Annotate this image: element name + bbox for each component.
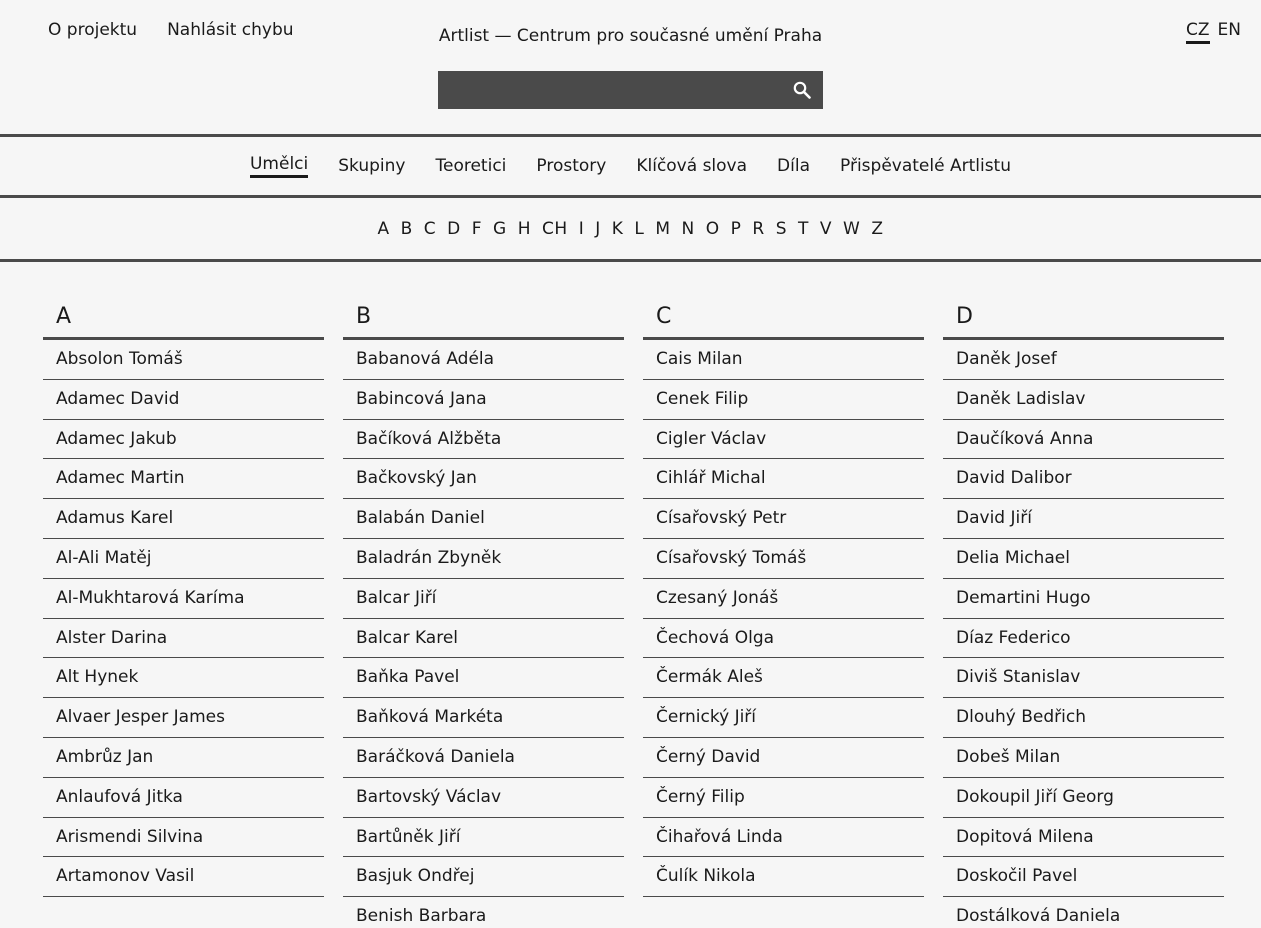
alphabet-letter[interactable]: P [730,218,742,239]
artist-link[interactable]: Baňková Markéta [343,698,624,738]
artist-link[interactable]: Černý David [643,738,924,778]
alphabet-letter[interactable]: R [752,218,765,239]
artist-link[interactable]: Artamonov Vasil [43,857,324,897]
artist-link[interactable]: Baráčková Daniela [343,738,624,778]
artist-link[interactable]: Al-Mukhtarová Karíma [43,579,324,619]
artist-link[interactable]: Babincová Jana [343,380,624,420]
artist-link[interactable]: Demartini Hugo [943,579,1224,619]
artist-columns [0,303,1261,928]
artist-link[interactable]: Čermák Aleš [643,658,924,698]
artist-link[interactable]: Al-Ali Matěj [43,539,324,579]
artist-list [643,340,924,897]
artist-link[interactable]: Císařovský Petr [643,499,924,539]
search-input[interactable] [438,71,781,109]
artist-link[interactable]: Absolon Tomáš [43,340,324,380]
artist-link[interactable]: Cenek Filip [643,380,924,420]
alphabet-letter[interactable]: J [595,218,601,239]
artist-link[interactable]: Delia Michael [943,539,1224,579]
letter-column [43,303,324,928]
artist-link[interactable]: Baňka Pavel [343,658,624,698]
nav-contributors[interactable]: Přispěvatelé Artlistu [840,155,1011,176]
artist-link[interactable]: Dobeš Milan [943,738,1224,778]
artist-link[interactable]: Babanová Adéla [343,340,624,380]
alphabet-letter[interactable]: V [819,218,833,239]
artist-list [943,340,1224,928]
artist-link[interactable]: Daučíková Anna [943,420,1224,460]
alphabet-letter[interactable]: I [578,218,585,239]
artist-link[interactable]: Diviš Stanislav [943,658,1224,698]
search-button[interactable] [781,71,823,109]
artist-link[interactable]: Černý Filip [643,778,924,818]
alphabet-letter[interactable]: D [447,218,461,239]
nav-keywords[interactable]: Klíčová slova [636,155,748,176]
artist-link[interactable]: Arismendi Silvina [43,818,324,858]
column-letter-heading: D [943,303,1224,340]
artist-link[interactable]: Dostálková Daniela [943,897,1224,928]
artist-link[interactable]: Alster Darina [43,619,324,659]
search-box [438,71,823,109]
artist-link[interactable]: Bartůněk Jiří [343,818,624,858]
artist-link[interactable]: Bačíková Alžběta [343,420,624,460]
about-link[interactable]: O projektu [48,20,138,40]
nav-groups[interactable]: Skupiny [338,155,406,176]
alphabet-letter[interactable]: C [423,218,437,239]
artist-link[interactable]: Adamus Karel [43,499,324,539]
search-icon [793,81,811,99]
column-letter-heading: B [343,303,624,340]
artist-link[interactable]: Černický Jiří [643,698,924,738]
report-bug-link[interactable]: Nahlásit chybu [167,20,294,40]
nav-spaces[interactable]: Prostory [536,155,607,176]
column-letter-heading: C [643,303,924,340]
alphabet-letter[interactable]: G [493,218,507,239]
artist-link[interactable]: Dokoupil Jiří Georg [943,778,1224,818]
alphabet-letter[interactable]: CH [542,218,568,239]
nav-works[interactable]: Díla [777,155,810,176]
artist-link[interactable]: Balabán Daniel [343,499,624,539]
alphabet-letter[interactable]: O [705,218,720,239]
artist-list [43,340,324,897]
artist-link[interactable]: Adamec Jakub [43,420,324,460]
language-switcher [1186,20,1241,44]
alphabet-letter[interactable]: Z [871,218,884,239]
artist-link[interactable]: Čechová Olga [643,619,924,659]
artist-link[interactable]: David Jiří [943,499,1224,539]
artist-link[interactable]: Alvaer Jesper James [43,698,324,738]
artist-link[interactable]: Bartovský Václav [343,778,624,818]
letter-column [643,303,924,928]
artist-link[interactable]: Basjuk Ondřej [343,857,624,897]
alphabet-letter[interactable]: N [681,218,695,239]
artist-link[interactable]: Ambrůz Jan [43,738,324,778]
main-nav [0,134,1261,198]
artist-link[interactable]: Benish Barbara [343,897,624,928]
alphabet-letter[interactable]: B [400,218,413,239]
artist-link[interactable]: Dopitová Milena [943,818,1224,858]
letter-column [343,303,624,928]
alphabet-letter[interactable]: W [843,218,861,239]
artist-link[interactable]: Díaz Federico [943,619,1224,659]
artist-link[interactable]: Císařovský Tomáš [643,539,924,579]
artist-link[interactable]: Adamec Martin [43,459,324,499]
artist-link[interactable]: Bačkovský Jan [343,459,624,499]
letter-column [943,303,1224,928]
alphabet-letter[interactable]: S [775,218,788,239]
nav-artists[interactable]: Umělci [250,154,308,178]
lang-en[interactable]: EN [1217,20,1241,40]
artist-link[interactable]: Alt Hynek [43,658,324,698]
site-header [0,0,1261,134]
alphabet-filter [0,198,1261,262]
alphabet-letter[interactable]: F [471,218,483,239]
lang-cz[interactable]: CZ [1186,20,1210,44]
alphabet-letter[interactable]: K [611,218,624,239]
alphabet-letter[interactable]: L [634,218,645,239]
alphabet-letter[interactable]: T [798,218,809,239]
column-letter-heading: A [43,303,324,340]
artist-link[interactable]: Cigler Václav [643,420,924,460]
artist-link[interactable]: Dlouhý Bedřich [943,698,1224,738]
artist-link[interactable]: Čulík Nikola [643,857,924,897]
artist-link[interactable]: Adamec David [43,380,324,420]
artist-link[interactable]: Čihařová Linda [643,818,924,858]
alphabet-letter[interactable]: M [655,218,671,239]
alphabet-letter[interactable]: A [377,218,390,239]
artist-link[interactable]: Anlaufová Jitka [43,778,324,818]
artist-link[interactable]: Daněk Josef [943,340,1224,380]
artist-link[interactable]: Cihlář Michal [643,459,924,499]
alphabet-letter[interactable]: H [517,218,532,239]
artist-link[interactable]: Balcar Karel [343,619,624,659]
nav-theorists[interactable]: Teoretici [435,155,507,176]
artist-link[interactable]: Doskočil Pavel [943,857,1224,897]
artist-link[interactable]: Balcar Jiří [343,579,624,619]
artist-link[interactable]: Daněk Ladislav [943,380,1224,420]
artist-link[interactable]: Cais Milan [643,340,924,380]
artist-link[interactable]: Czesaný Jonáš [643,579,924,619]
artist-link[interactable]: Baladrán Zbyněk [343,539,624,579]
site-title: Artlist — Centrum pro současné umění Praha [438,26,823,46]
artist-link[interactable]: David Dalibor [943,459,1224,499]
artist-list [343,340,624,928]
